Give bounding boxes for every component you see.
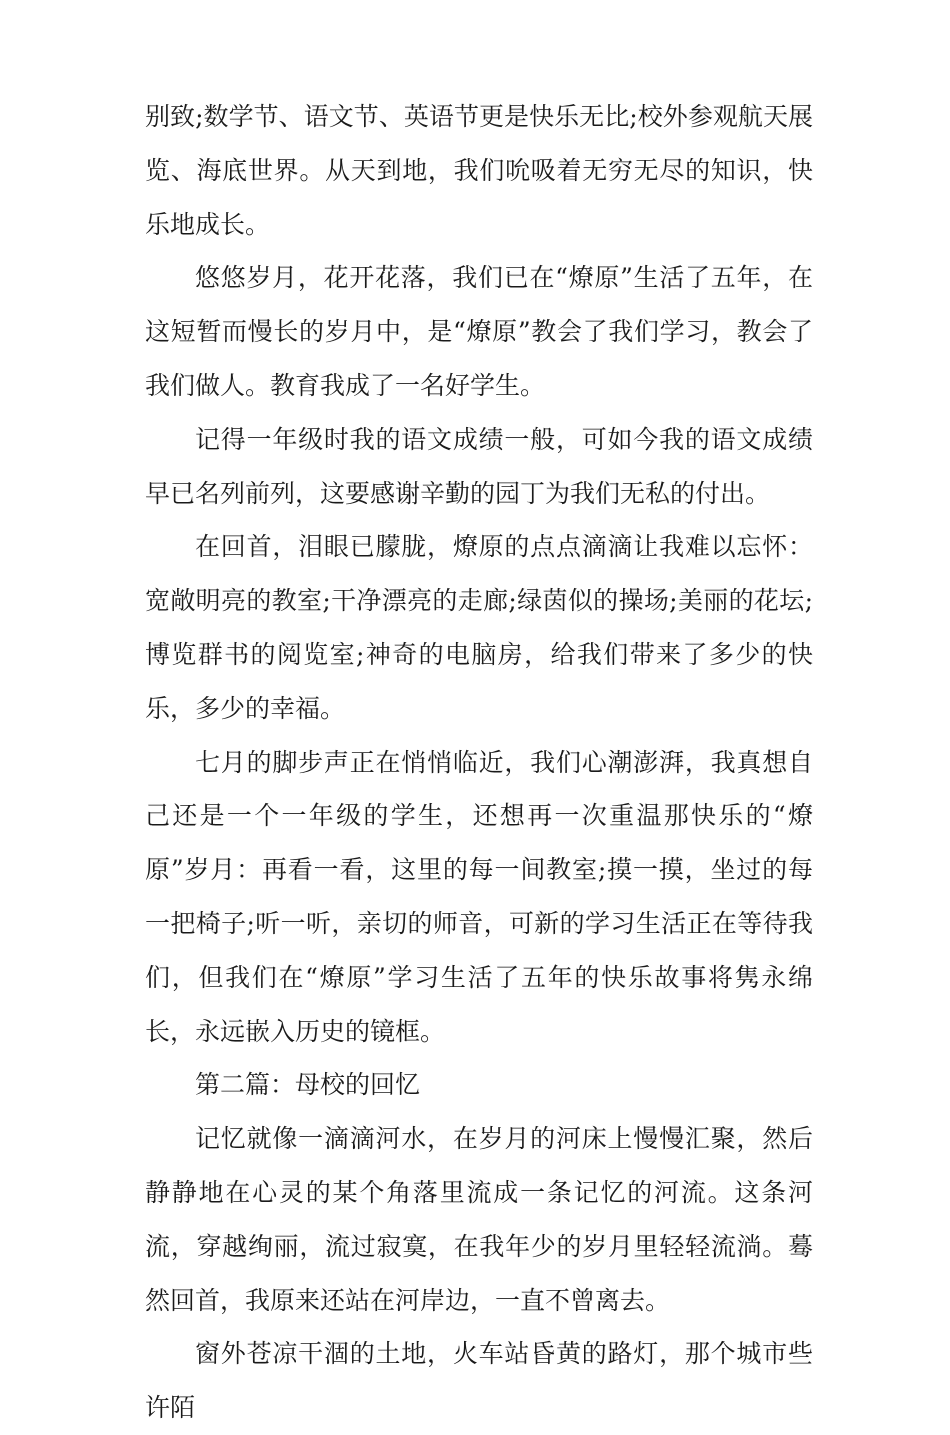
- paragraph: 在回首，泪眼已朦胧，燎原的点点滴滴让我难以忘怀：宽敞明亮的教室;干净漂亮的走廊;绿茵似的操场;美丽的花坛;博览群书的阅览室;神奇的电脑房，给我们带来了多少的快乐，多少的幸福。: [145, 532, 813, 723]
- document-body: [145, 90, 813, 1435]
- paragraph: 记得一年级时我的语文成绩一般，可如今我的语文成绩早已名列前列，这要感谢辛勤的园丁为我们无私的付出。: [145, 424, 813, 508]
- paragraph: 记忆就像一滴滴河水，在岁月的河床上慢慢汇聚，然后静静地在心灵的某个角落里流成一条记忆的河流。这条河流，穿越绚丽，流过寂寞，在我年少的岁月里轻轻流淌。蓦然回首，我原来还站在河岸边，一直不曾离去。: [145, 1124, 813, 1315]
- paragraph-continuation: 别致;数学节、语文节、英语节更是快乐无比;校外参观航天展览、海底世界。从天到地，我们吮吸着无穷无尽的知识，快乐地成长。: [145, 102, 813, 239]
- paragraph: 七月的脚步声正在悄悄临近，我们心潮澎湃，我真想自己还是一个一年级的学生，还想再一次重温那快乐的“燎原”岁月：再看一看，这里的每一间教室;摸一摸，坐过的每一把椅子;听一听，亲切的师音，可新的学习生活正在等待我们，但我们在“燎原”学习生活了五年的快乐故事将隽永绵长，永远嵌入历史的镜框。: [145, 747, 813, 1046]
- section-heading: 第二篇：母校的回忆: [195, 1070, 421, 1100]
- paragraph: 悠悠岁月，花开花落，我们已在“燎原”生活了五年，在这短暂而慢长的岁月中，是“燎原”教会了我们学习，教会了我们做人。教育我成了一名好学生。: [145, 263, 813, 400]
- paragraph: 窗外苍凉干涸的土地，火车站昏黄的路灯，那个城市些许陌: [145, 1339, 813, 1423]
